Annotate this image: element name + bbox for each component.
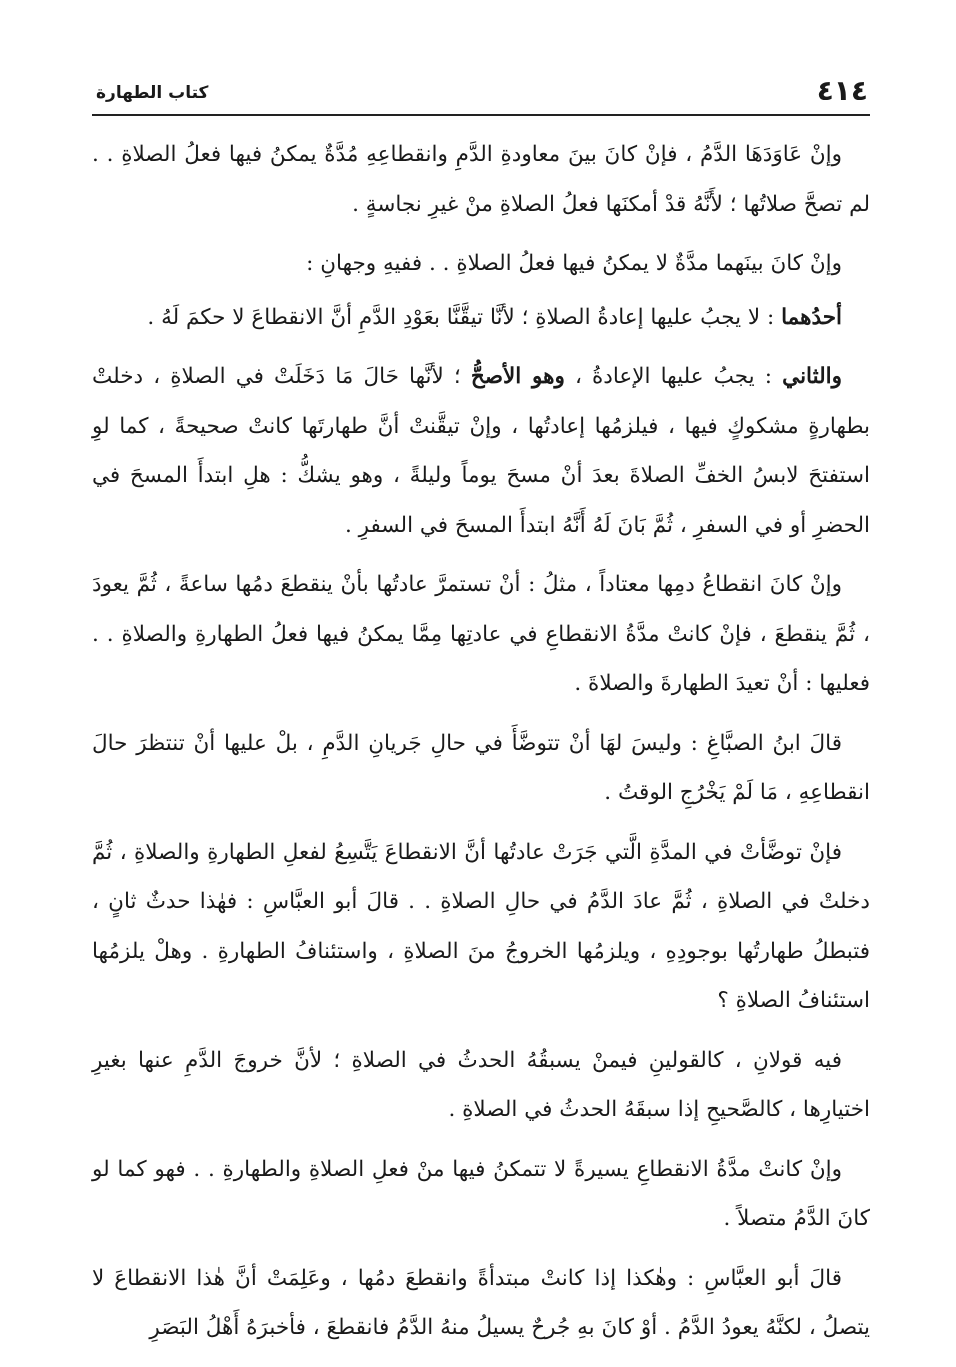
paragraph [92,1145,870,1244]
paragraph-text: قالَ ابنُ الصبَّاغِ : وليسَ لهَا أنْ تتوضَّأَ في حالِ جَريانِ الدَّمِ ، بلْ عليها أنْ تنتظرَ حالَ انقطاعِهِ ، مَا لَمْ يَخْرُجِ الوقتُ . [92,730,870,805]
paragraph-text: : لا يجبُ عليها إعادةُ الصلاةِ ؛ لأنَّا تيقَّنَّا بعَوْدِ الدَّمِ أنَّ الانقطاعَ لا حكمَ لَهُ . [147,304,782,330]
header-rule [92,114,870,116]
paragraph [92,719,870,818]
page-number: ٤١٤ [816,74,868,107]
paragraph-text: ؛ لأنَّها حَالَ مَا دَخَلَتْ في الصلاةِ ، دخلتْ بطهارةٍ مشكوكٍ فيها ، فيلزمُها إعادتُها ، وإنْ تيقَّنتْ أنَّ طهارتَها كانتْ صحيحةً ، كما لوِ استفتحَ لابسُ الخفِّ الصلاةَ بعدَ أنْ مسحَ يوماً وليلةً ، وهو يشكُّ : هلِ ابتدأَ المسحَ في الحضرِ أو في السفرِ ، ثُمَّ بَانَ لَهُ أَنَّهُ ابتدأَ المسحَ في السفرِ . [92,364,870,538]
paragraph-lead: والثاني [782,364,843,389]
paragraph-text: فيه قولانِ ، كالقولينِ فيمنْ يسبقُهُ الحدثُ في الصلاةِ ؛ لأنَّ خروجَ الدَّمِ عنها بغيرِ اختيارِها ، كالصَّحيحِ إذا سبقَهُ الحدثُ في الصلاةِ . [92,1047,870,1122]
paragraph-text: وإنْ كانَ انقطاعُ دمِها معتاداً ، مثلُ : أنْ تستمرَّ عادتُها بأنْ ينقطعَ دمُها ساعةً ، ثُمَّ يعودَ ، ثُمَّ ينقطعَ ، فإنْ كانتْ مدَّةُ الانقطاعِ في عادتِها مِمَّا يمكنُ فيها فعلُ الطهارةِ والصلاةِ . . فعليها : أنْ تعيدَ الطهارةَ والصلاةَ . [92,572,870,696]
paragraph [92,828,870,1026]
paragraph-text: : يجبُ عليها الإعادةُ ، [564,364,783,389]
paragraph [92,239,870,289]
page-body [92,130,870,1363]
paragraph-text: وإنْ كانَ بينَهما مدَّةٌ لا يمكنُ فيها فعلُ الصلاةِ . . ففيهِ وجهانِ : [306,251,842,276]
paragraph-text: قالَ أبو العبَّاسِ : وهٰكذا إذا كانتْ مبتدأةً وانقطعَ دمُها ، وعَلِمَتْ أنَّ هٰذا الانقطاعَ لا يتصلُ ، لكنَّهُ يعودُ الدَّمُ . أوْ كانَ بهِ جُرحٌ يسيلُ منهُ الدَّمُ فانقطعَ ، فأخبرَهُ أَهْلُ البَصَرِ [92,1265,870,1340]
paragraph [92,352,870,550]
paragraph [92,130,870,229]
paragraph [92,1036,870,1135]
paragraph [92,560,870,709]
paragraph-text: وإنْ كانتْ مدَّةُ الانقطاعِ يسيرةً لا تتمكنُ فيها منْ فعلِ الصلاةِ والطهارةِ . . فهو كما لو كانَ الدَّمُ متصلاً . [92,1156,870,1231]
book-title: كتاب الطهارة [96,83,209,103]
paragraph-text: وإنْ عَاوَدَهَا الدَّمُ ، فإنْ كانَ بينَ معاودةِ الدَّمِ وانقطاعِهِ مُدَّةٌ يمكنُ فيها فعلُ الصلاةِ . . لم تصحَّ صلاتُها ؛ لأَنَّهُ قدْ أمكنَها فعلُ الصلاةِ منْ غيرِ نجاسةٍ . [92,142,870,217]
paragraph-text: فإنْ توضَّأتْ في المدَّةِ الَّتي جَرَتْ عادتُها أنَّ الانقطاعَ يَتَّسِعُ لفعلِ الطهارةِ والصلاةِ ، ثُمَّ دخلتْ في الصلاةِ ، ثُمَّ عادَ الدَّمُ في حالِ الصلاةِ . . قالَ أبو العبَّاسِ : فهٰذا حدثٌ ثانٍ ، فتبطلُ طهارتُها بوجودِهِ ، ويلزمُها الخروجُ منَ الصلاةِ ، واستئنافُ الطهارةِ . وهلْ يلزمُها استئنافُ الصلاةِ ؟ [92,839,870,1013]
paragraph-emphasis: وهو الأصحُّ [470,364,565,389]
page-header [96,74,868,108]
paragraph [92,1254,870,1353]
paragraph-lead: أحدُهما [781,304,842,330]
paragraph [92,293,870,343]
